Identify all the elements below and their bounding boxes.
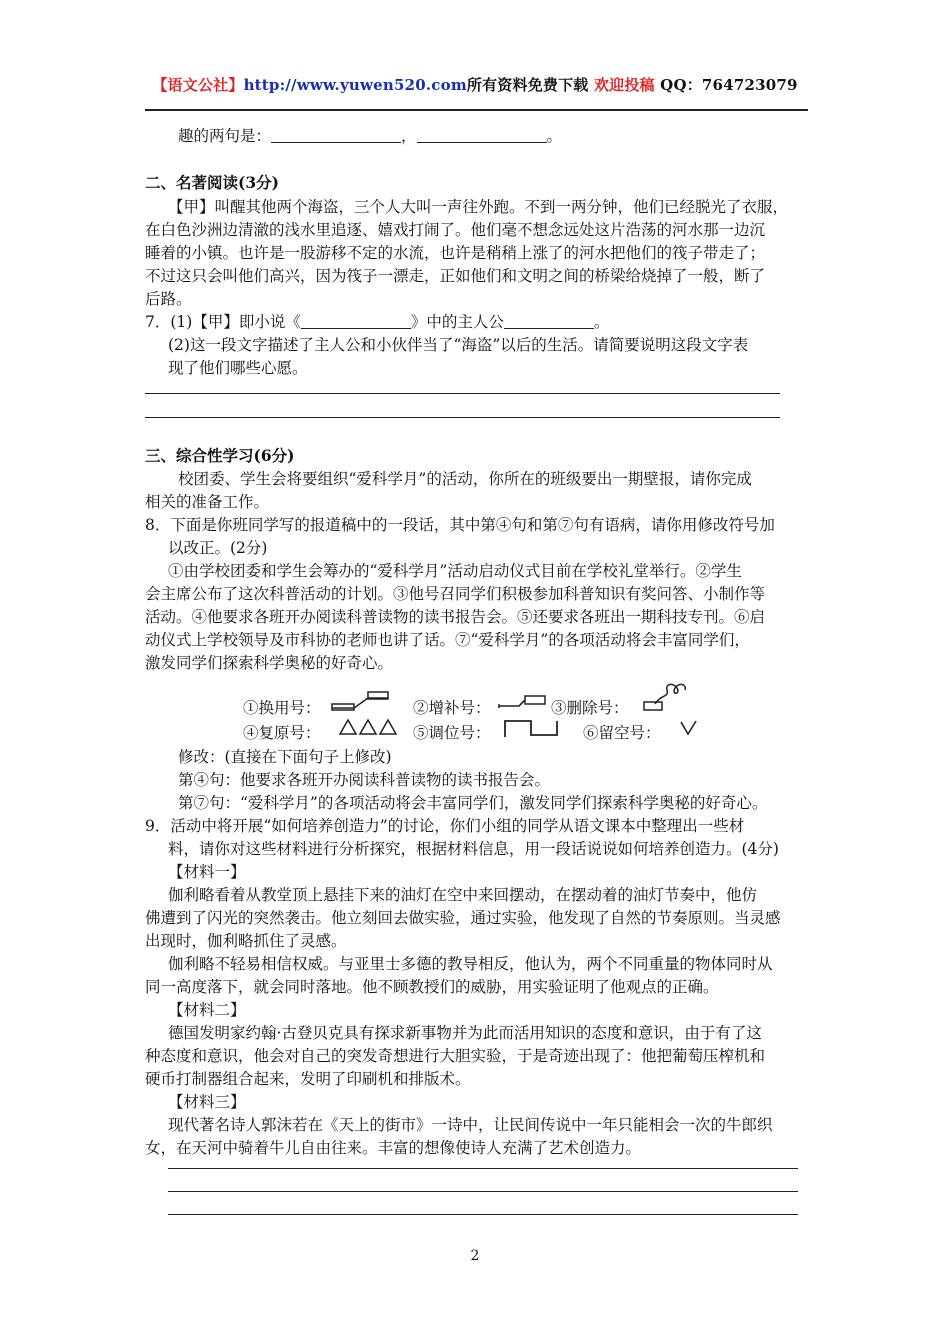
material-1-title: 【材料一】 [168, 863, 246, 881]
symbol-space-label: ⑥留空号： [583, 724, 661, 742]
material-1-line: 出现时，伽利略抓住了灵感。 [145, 932, 347, 950]
question-9-line: 料，请你对这些材料进行分析探究，根据材料信息，用一段话说说如何培养创造力。(4分) [168, 840, 779, 858]
passage-line: 【甲】叫醒其他两个海盗，三个人大叫一声往外跑。不到一两分钟，他们已经脱光了衣服， [168, 198, 789, 216]
answer-blank[interactable] [271, 126, 401, 143]
symbol-restore-label: ④复原号： [243, 724, 321, 742]
material-1-line: 同一高度落下，就会同时落地。他不顾教授们的威胁，用实验证明了他观点的正确。 [145, 978, 719, 996]
section-2-title: 二、名著阅读(3分) [145, 173, 279, 192]
novel-title-blank[interactable] [301, 312, 411, 329]
q8-passage-line: ①由学校团委和学生会筹办的“爱科学月”活动启动仪式目前在学校礼堂举行。②学生 [168, 562, 742, 580]
answer-line[interactable] [168, 1191, 798, 1192]
answer-line[interactable] [145, 393, 780, 394]
question-7-2-line: 现了他们哪些心愿。 [168, 359, 308, 377]
answer-line[interactable] [168, 1214, 798, 1215]
question-8-line: 以改正。(2分) [168, 539, 268, 557]
passage-line: 后路。 [145, 290, 192, 308]
material-3-line: 现代著名诗人郭沫若在《天上的街市》一诗中，让民间传说中一年只能相会一次的牛郎织 [168, 1116, 773, 1134]
q8-passage-line: 活动。④他要求各班开办阅读科普读物的读书报告会。⑤还要求各班出一期科技专刊。⑥启 [145, 608, 766, 626]
site-header [0, 74, 950, 95]
question-9-line: 9．活动中将开展“如何培养创造力”的讨论，你们小组的同学从语文课本中整理出一些材 [145, 817, 745, 835]
material-1-line: 伽利略看着从教堂顶上悬挂下来的油灯在空中来回摆动，在摆动着的油灯节奏中，他仿 [168, 886, 758, 904]
sentence-7-edit[interactable]: 第⑦句：“爱科学月”的各项活动将会丰富同学们，激发同学们探索科学奥秘的好奇心。 [178, 794, 768, 812]
header-welcome: 欢迎投稿 [593, 76, 655, 94]
intro-prefix: 趣的两句是： [178, 127, 272, 145]
q7-middle: 》中的主人公 [410, 313, 504, 331]
transpose-symbol-icon [503, 717, 561, 739]
intro-line [178, 125, 562, 147]
q8-passage-line: 激发同学们探索科学奥秘的好奇心。 [145, 654, 394, 672]
intro-end: 。 [546, 127, 563, 145]
symbol-delete-label: ③删除号： [551, 699, 629, 717]
passage-line: 不过这只会叫他们高兴，因为筏子一漂走，正如他们和文明之间的桥梁给烧掉了一般，断了 [145, 267, 766, 285]
q8-passage-line: 动仪式上学校领导及市科协的老师也讲了话。⑦“爱科学月”的各项活动将会丰富同学们， [145, 631, 750, 649]
header-brand: 【语文公社】 [152, 76, 244, 94]
material-2-line: 硬币打制器组合起来，发明了印刷机和排版术。 [145, 1070, 471, 1088]
answer-blank[interactable] [417, 126, 547, 143]
material-2-line: 德国发明家约翰·古登贝克具有探求新事物并为此而活用知识的态度和意识，由于有了这 [168, 1024, 762, 1042]
material-1-line: 伽利略不轻易相信权威。与亚里士多德的教导相反，他认为，两个不同重量的物体同时从 [168, 955, 773, 973]
protagonist-blank[interactable] [504, 312, 594, 329]
symbol-replace-label: ①换用号： [243, 699, 321, 717]
material-2-line: 种态度和意识，他会对自己的突发奇想进行大胆实验，于是奇迹出现了：他把葡萄压榨机和 [145, 1047, 766, 1065]
material-3-line: 女，在天河中骑着牛儿自由往来。丰富的想像使诗人充满了艺术创造力。 [145, 1139, 642, 1157]
question-7-1 [145, 311, 609, 333]
section-3-intro-line: 校团委、学生会将要组织“爱科学月”的活动，你所在的班级要出一期壁报，请你完成 [178, 470, 752, 488]
insert-symbol-icon [497, 692, 549, 714]
section-3-intro-line: 相关的准备工作。 [145, 493, 270, 511]
q7-prefix: 7．(1)【甲】即小说《 [145, 313, 301, 331]
replace-symbol-icon [330, 688, 392, 714]
header-divider [145, 109, 808, 111]
question-8-line: 8．下面是你班同学写的报道稿中的一段话，其中第④句和第⑦句有语病，请你用修改符号加 [145, 516, 775, 534]
answer-line[interactable] [145, 417, 780, 418]
header-free-download: 所有资料免费下载 [466, 76, 594, 94]
material-2-title: 【材料二】 [168, 1001, 246, 1019]
space-symbol-icon [679, 719, 699, 737]
delete-symbol-icon [641, 680, 691, 714]
question-7-2-line: (2)这一段文字描述了主人公和小伙伴当了“海盗”以后的生活。请简要说明这段文字表 [168, 336, 749, 354]
section-3-title: 三、综合性学习(6分) [145, 446, 295, 465]
symbol-transpose-label: ⑤调位号： [413, 724, 491, 742]
intro-sep: ， [401, 127, 417, 145]
material-3-title: 【材料三】 [168, 1093, 246, 1111]
symbol-insert-label: ②增补号： [413, 699, 491, 717]
sentence-4-edit[interactable]: 第④句：他要求各班开办阅读科普读物的读书报告会。 [178, 771, 551, 789]
q8-passage-line: 会主席公布了这次科普活动的计划。③他号召同学们积极参加科普知识有奖问答、小制作等 [145, 585, 766, 603]
passage-line: 睡着的小镇。也许是一股游移不定的水流，也许是稍稍上涨了的河水把他们的筏子带走了； [145, 244, 766, 262]
answer-line[interactable] [168, 1168, 798, 1169]
header-qq: QQ：764723079 [654, 76, 798, 94]
material-1-line: 佛遭到了闪光的突然袭击。他立刻回去做实验，通过实验，他发现了自然的节奏原则。当灵感 [145, 909, 781, 927]
page-number: 2 [470, 1248, 480, 1264]
restore-symbol-icon [338, 717, 400, 737]
header-url[interactable]: www.yuwen520.com [296, 76, 467, 94]
passage-line: 在白色沙洲边清澈的浅水里追逐、嬉戏打闹了。他们毫不想念远处这片浩荡的河水那一边沉 [145, 221, 766, 239]
q7-end: 。 [593, 313, 610, 331]
header-url-prefix[interactable]: http:// [243, 76, 297, 94]
revise-instruction: 修改：(直接在下面句子上修改) [178, 748, 392, 766]
